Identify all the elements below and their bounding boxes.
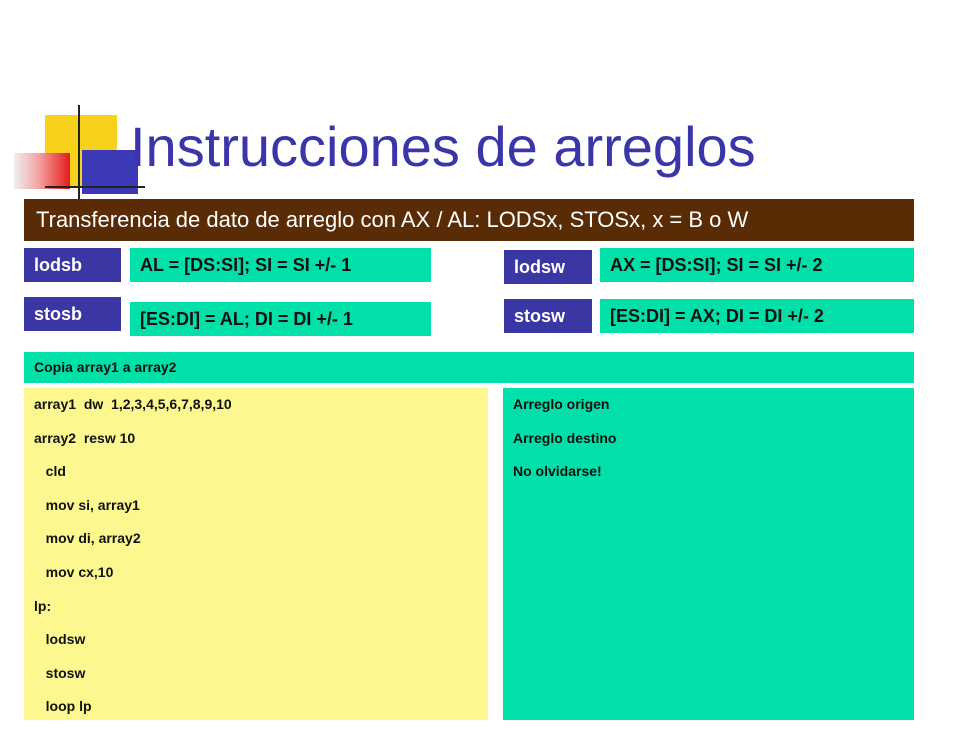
code-line: stosw (34, 664, 86, 681)
slide-title: Instrucciones de arreglos (130, 115, 756, 178)
code-line: loop lp (34, 698, 92, 715)
code-line: lodsw (34, 631, 86, 648)
instruction-desc-lodsw: AX = [DS:SI]; SI = SI +/- 2 (600, 248, 914, 282)
instruction-tag-lodsw: lodsw (504, 250, 592, 284)
code-panel (24, 388, 488, 720)
code-line: mov si, array1 (34, 496, 140, 513)
code-line: array2 resw 10 (34, 429, 136, 446)
decor-red-gradient-bar (14, 153, 70, 189)
example-header: Copia array1 a array2 (24, 352, 914, 383)
code-line: lp: (34, 597, 52, 614)
instruction-tag-lodsb: lodsb (24, 248, 121, 282)
topic-banner: Transferencia de dato de arreglo con AX / AL: LODSx, STOSx, x = B o W (24, 199, 914, 241)
instruction-desc-stosw: [ES:DI] = AX; DI = DI +/- 2 (600, 299, 914, 333)
comment-line: No olvidarse! (513, 463, 602, 480)
decor-vertical-line (78, 105, 80, 205)
instruction-tag-stosw: stosw (504, 299, 592, 333)
code-line: cld (34, 463, 66, 480)
comment-panel (503, 388, 914, 720)
comment-line: Arreglo origen (513, 396, 610, 412)
code-line: mov cx,10 (34, 563, 114, 580)
code-line: array1 dw 1,2,3,4,5,6,7,8,9,10 (34, 396, 232, 412)
instruction-desc-lodsb: AL = [DS:SI]; SI = SI +/- 1 (130, 248, 431, 282)
instruction-tag-stosb: stosb (24, 297, 121, 331)
instruction-desc-stosb: [ES:DI] = AL; DI = DI +/- 1 (130, 302, 431, 336)
code-line: mov di, array2 (34, 530, 141, 547)
decor-horizontal-line (45, 186, 145, 188)
comment-line: Arreglo destino (513, 429, 617, 446)
